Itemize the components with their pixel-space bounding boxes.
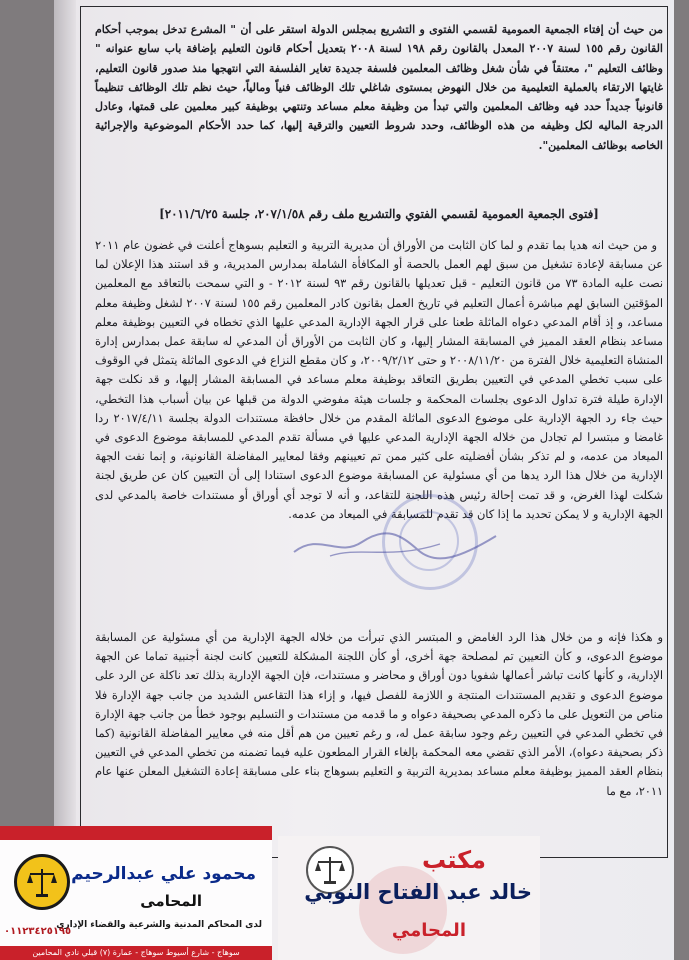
handwritten-signature bbox=[290, 528, 500, 562]
lawyer-name: محمود علي عبدالرحيم bbox=[71, 864, 256, 884]
scales-watermark bbox=[348, 864, 458, 956]
page-fold-shadow bbox=[54, 0, 76, 960]
office-label: مكتب bbox=[421, 846, 486, 874]
conclusion-paragraph: و هكذا فإنه و من خلال هذا الرد الغامض و المبتسر الذي تبرأت من خلاله الجهة الإدارية من أي مسئولية عن المسابقة موضوع الدعوى، و كأن التعيين تم لمصلحة جهة أخرى، أو كأن اللجنة المشكلة للتعيين كانت لجنة أجنبية تماما عن الجهة الإدارية، و كأنها كانت تباشر أعمالها شفويا دون أوراق و محاضر و مستندات، فإن الجهة الإدارية بذلك تعد ناكلة عن الرد على موضوع الدعوى و تقديم المستندات المنتجة و اللازمة للفصل فيها، و إزاء هذا التقاعس الشديد من جانب جهة الإدارة فلا مناص من التعويل على ما ذكره المدعي بصحيفة دعواه و ما قدمه من مستندات و التسليم بوجود خطأ من جانب جهة الإدارة في تخطي المدعي في التعيين رغم وجود سابقة عمل له، و رغم تعيين من هم أقل منه في معايير المفاضلة القانونية (كما ذكر بصحيفة دعواه)، الأمر الذي تقضي معه المحكمة بإلغاء القرار المطعون عليه فيما تضمنه من تخطي المدعي في التعيين بنظام العقد المميز بوظيفة معلم مساعد بمديرية التربية و التعليم بسوهاج بناء على مسابقة إعادة التشغيل المعلن عنها عام ٢٠١١، مع ما bbox=[95, 631, 663, 798]
scales-of-justice-icon bbox=[14, 854, 70, 910]
business-card-left bbox=[0, 826, 272, 960]
lawyer-title: المحامى bbox=[140, 892, 202, 910]
lawyer-courts: لدى المحاكم المدنية والشرعية والقضاء الإداري bbox=[56, 920, 262, 930]
lawyer-name: خالد عبد الفتاح النوبي bbox=[304, 880, 532, 904]
lawyer-phone: ٠١١٢٣٤٢٥١٩٥ bbox=[4, 926, 72, 937]
fatwa-paragraph: من حيث أن إفتاء الجمعية العمومية لقسمي الفتوى و التشريع بمجلس الدولة استقر على أن " المشرع تدخل بموجب أحكام القانون رقم ١٥٥ لسنة ٢٠٠٧ المعدل بالقانون رقم ١٩٨ لسنة ٢٠٠٨ بتعديل أحكام قانون التعليم بإضافة باب سابع عنوانه " وظائف التعليم "، معتنقاً في شأن شغل وظائف المعلمين فلسفة جديدة تغاير الفلسفة التي انتهجها منذ صدور قانون التعليم، غايتها الارتقاء بالعملية التعليمية من خلال النهوض بمستوى شاغلي تلك الوظائف فنياً ومالياً، حيث نظم تلك الوظائف تنظيماً قانونياً جديداً حدد فيه وظائف المعلمين والتي تبدأ من وظيفة معلم مساعد وتنتهي بوظيفة كبير معلمين على قمتها، وعادل الدرجة الماليه لكل وظيفه من هذه الوظائف، وحدد شروط التعيين والترقية إليها، كما حدد الأحكام الموضوعية والإجرائية الخاصه بوظائف المعلمين". bbox=[95, 23, 663, 152]
fatwa-citation-heading: [فتوى الجمعية العمومية لقسمي الفتوي والتشريع ملف رقم ٢٠٧/١/٥٨، جلسة ٢٠١١/٦/٢٥] bbox=[159, 207, 599, 221]
lawyer-address: سوهاج - شارع أسيوط سوهاج - عمارة (٧) قبلي نادي المحامين bbox=[0, 946, 272, 960]
ruling-paragraph: و من حيث انه هديا بما تقدم و لما كان الثابت من الأوراق أن مديرية التربية و التعليم بسوهاج أعلنت في غضون عام ٢٠١١ عن مسابقة لإعادة تشغيل من سبق لهم العمل بالحصة أو المكافأة الشاملة بمدارس المديرية، و قد استند هذا الإعلان لما نصت عليه المادة ٧٣ من قانون التعليم - قبل تعديلها بالقانون رقم ٩٣ لسنة ٢٠١٢ - و التي سمحت بالتعاقد مع المعلمين المؤقتين السابق لهم مباشرة أعمال التعليم في تاريخ العمل بقانون كادر المعلمين رقم ١٥٥ لسنة ٢٠٠٧ لشغل وظيفة معلم مساعد، و إذ أقام المدعي دعواه الماثلة طعنا على قرار الجهة الإدارية المدعي عليها الذي تخطاه في التعيين بوظيفة معلم مساعد بنظام العقد المميز في المسابقة المشار إليها، و كان الثابت من الأوراق أن المدعي له سابقة عمل بمدارس إدارة المنشاة التعليمية خلال الفترة من ٢٠٠٨/١١/٢٠ و حتى ٢٠٠٩/٢/١٢، و كان مقطع النزاع في الدعوى الماثلة يتمثل في الوقوف على سبب تخطي المدعي في التعيين بطريق التعاقد بوظيفة معلم مساعد في المسابقة المشار إليها، و قد نكلت جهة الإدارة طيلة فترة تداول الدعوى بجلسات المحكمة و جلسات هيئة مفوضي الدولة من قبلها عن بيان أسباب هذا التخطي، حيث جاء رد الجهة الإدارية على موضوع الدعوى الماثلة المقدم من خلال حافظة مستندات الدولة بجلسة ٢٠١٧/٤/١١ ردا غامضا و مبتسرا لم تجادل من خلاله الجهة الإدارية المدعي عليها في مسألة تقدم المدعي للمسابقة موضوع الدعوى في الميعاد من عدمه، و لم تذكر بشأن أفضليته على كثير ممن تم تعيينهم وفقا لمعايير المفاضلة القانونية، و إنما نفت الجهة الإدارية من خلال هذا الرد يدها من أي مسئولية عن المسابقة موضوع الدعوى استنادا إلى أن التعيين كان عن طريق لجنة شكلت لهذا الغرض، و قد تمت إحالة رئيس هذه اللجنة للتقاعد، و أنه لا توجد أي أوراق أو مستندات خاصة بالمدعي لدى الجهة الإدارية و لا يمكن تحديد ما إذا كان قد تقدم للمسابقة في الميعاد من عدمه. bbox=[95, 239, 664, 521]
business-card-right bbox=[278, 836, 540, 960]
lawyer-title: المحامي bbox=[391, 920, 466, 941]
